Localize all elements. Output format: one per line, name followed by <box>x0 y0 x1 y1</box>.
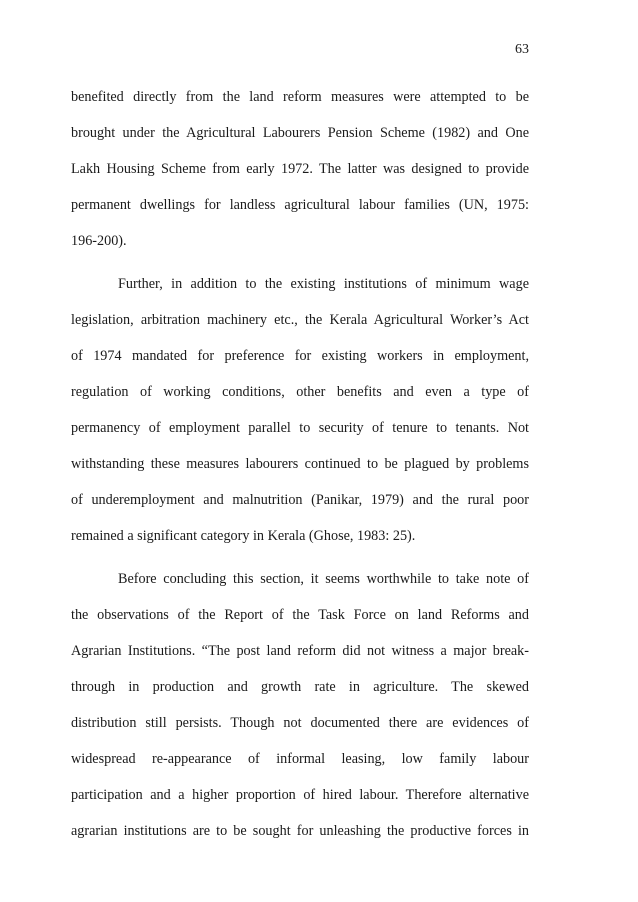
text-line: benefited directly from the land reform measures were attempted to be <box>71 89 529 105</box>
text-line: of 1974 mandated for preference for existing workers in employment, <box>71 348 529 364</box>
page-number: 63 <box>515 42 529 57</box>
text-line: of underemployment and malnutrition (Panikar, 1979) and the rural poor <box>71 492 529 508</box>
text-line: Lakh Housing Scheme from early 1972. The latter was designed to provide <box>71 161 529 177</box>
text-line: legislation, arbitration machinery etc., the Kerala Agricultural Worker’s Act <box>71 312 529 328</box>
text-line: widespread re-appearance of informal leasing, low family labour <box>71 751 529 767</box>
text-line: through in production and growth rate in agriculture. The skewed <box>71 679 529 695</box>
text-line: withstanding these measures labourers continued to be plagued by problems <box>71 456 529 472</box>
text-line: permanent dwellings for landless agricultural labour families (UN, 1975: <box>71 197 529 213</box>
text-line: agrarian institutions are to be sought for unleashing the productive forces in <box>71 823 529 839</box>
text-line: participation and a higher proportion of hired labour. Therefore alternative <box>71 787 529 803</box>
text-line: permanency of employment parallel to security of tenure to tenants. Not <box>71 420 529 436</box>
text-line: Agrarian Institutions. “The post land reform did not witness a major break- <box>71 643 529 659</box>
text-line: 196-200). <box>71 233 127 249</box>
text-line: distribution still persists. Though not documented there are evidences of <box>71 715 529 731</box>
text-line: brought under the Agricultural Labourers Pension Scheme (1982) and One <box>71 125 529 141</box>
text-line: the observations of the Report of the Task Force on land Reforms and <box>71 607 529 623</box>
text-line: Further, in addition to the existing institutions of minimum wage <box>118 276 529 292</box>
text-line: remained a significant category in Kerala (Ghose, 1983: 25). <box>71 528 416 544</box>
text-line: regulation of working conditions, other benefits and even a type of <box>71 384 529 400</box>
text-line: Before concluding this section, it seems worthwhile to take note of <box>118 571 529 587</box>
